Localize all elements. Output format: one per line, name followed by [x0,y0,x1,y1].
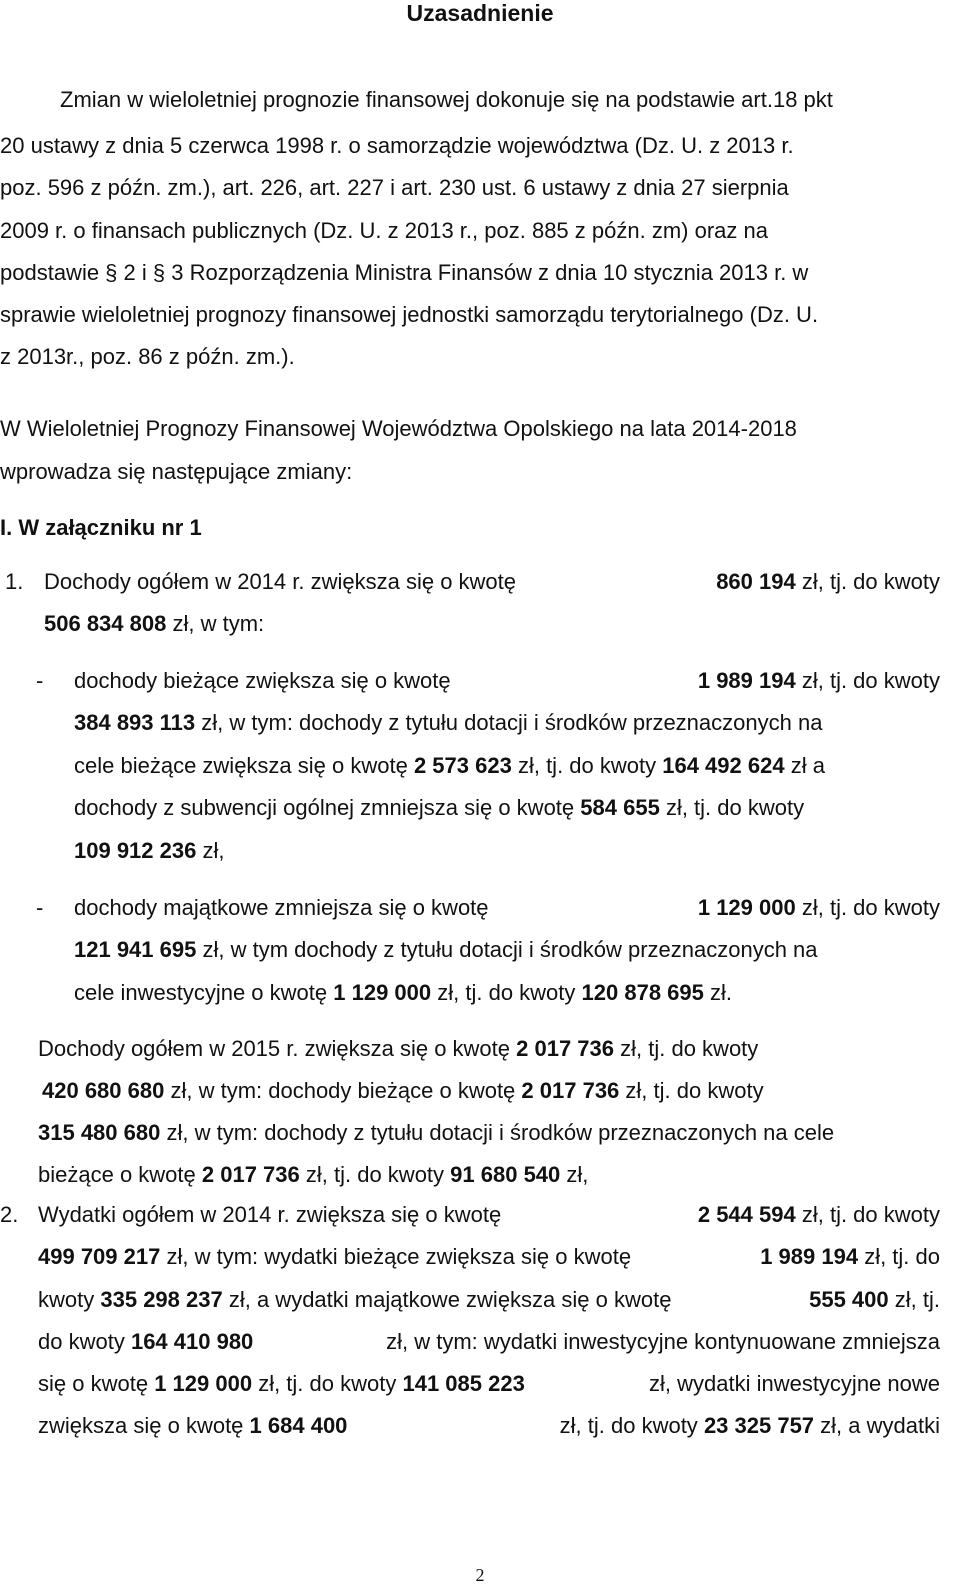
intro-line: poz. 596 z późn. zm.), art. 226, art. 227 i art. 230 ust. 6 ustawy z dnia 27 sierpnia [0,175,789,200]
current-revenue-line-4: dochody z subwencji ogólnej zmniejsza się o kwotę 584 655 zł, tj. do kwoty [74,795,805,820]
intro-line: z 2013r., poz. 86 z późn. zm.). [0,344,295,369]
current-revenue-line-5: 109 912 236 zł, [74,838,225,863]
property-revenue-line-2: 121 941 695 zł, w tym dochody z tytułu dotacji i środków przeznaczonych na [74,937,818,962]
intro-line: podstawie § 2 i § 3 Rozporządzenia Ministra Finansów z dnia 10 stycznia 2013 r. w [0,260,809,285]
property-revenue-line-3: cele inwestycyjne o kwotę 1 129 000 zł, tj. do kwoty 120 878 695 zł. [74,980,732,1005]
revenue-2015-line-3: 315 480 680 zł, w tym: dochody z tytułu dotacji i środków przeznaczonych na cele [38,1120,835,1145]
intro-line: sprawie wieloletniej prognozy finansowej jednostki samorządu terytorialnego (Dz. U. [0,302,819,327]
revenue-2015-line-1: Dochody ogółem w 2015 r. zwiększa się o kwotę 2 017 736 zł, tj. do kwoty [38,1036,759,1061]
changes-intro-line: wprowadza się następujące zmiany: [0,459,353,484]
intro-line: 20 ustawy z dnia 5 czerwca 1998 r. o samorządzie województwa (Dz. U. z 2013 r. [0,133,794,158]
document-title: Uzasadnienie [406,0,554,26]
revenue-2015-line-2: 420 680 680 zł, w tym: dochody bieżące o kwotę 2 017 736 zł, tj. do kwoty [42,1078,764,1103]
item-1-line-1: Dochody ogółem w 2014 r. zwiększa się o kwotę 860 194 zł, tj. do kwoty [44,569,940,594]
section-heading: I. W załączniku nr 1 [0,515,202,540]
changes-intro-line: W Wieloletniej Prognozy Finansowej Województwa Opolskiego na lata 2014-2018 [0,416,797,441]
item-2-line-6: zwiększa się o kwotę 1 684 400 zł, tj. do kwoty 23 325 757 zł, a wydatki [38,1413,940,1438]
current-revenue-line-2: 384 893 113 zł, w tym: dochody z tytułu dotacji i środków przeznaczonych na [74,710,823,735]
current-revenue-line-1: dochody bieżące zwiększa się o kwotę 1 989 194 zł, tj. do kwoty [74,668,940,693]
revenue-2015-line-4: bieżące o kwotę 2 017 736 zł, tj. do kwoty 91 680 540 zł, [38,1162,589,1187]
item-2-line-4: do kwoty 164 410 980 zł, w tym: wydatki inwestycyjne kontynuowane zmniejsza [38,1329,940,1354]
intro-line: Zmian w wieloletniej prognozie finansowej dokonuje się na podstawie art.18 pkt [60,87,833,112]
item-2-line-2: 499 709 217 zł, w tym: wydatki bieżące zwiększa się o kwotę 1 989 194 zł, tj. do [38,1244,940,1269]
item-2-line-3: kwoty 335 298 237 zł, a wydatki majątkowe zwiększa się o kwotę 555 400 zł, tj. [38,1287,940,1312]
item-1-line-2: 506 834 808 zł, w tym: [44,611,265,636]
item-2-line-1: Wydatki ogółem w 2014 r. zwiększa się o kwotę 2 544 594 zł, tj. do kwoty [38,1202,940,1227]
item-number: 1. [5,569,24,594]
item-2-line-5: się o kwotę 1 129 000 zł, tj. do kwoty 141 085 223 zł, wydatki inwestycyjne nowe [38,1371,940,1396]
current-revenue-line-3: cele bieżące zwiększa się o kwotę 2 573 623 zł, tj. do kwoty 164 492 624 zł a [74,753,825,778]
intro-line: 2009 r. o finansach publicznych (Dz. U. z 2013 r., poz. 885 z późn. zm) oraz na [0,218,768,243]
item-number: 2. [0,1202,19,1227]
page-number: 2 [475,1565,485,1585]
bullet-dash: - [36,895,44,920]
property-revenue-line-1: dochody majątkowe zmniejsza się o kwotę 1 129 000 zł, tj. do kwoty [74,895,940,920]
bullet-dash: - [36,668,44,693]
